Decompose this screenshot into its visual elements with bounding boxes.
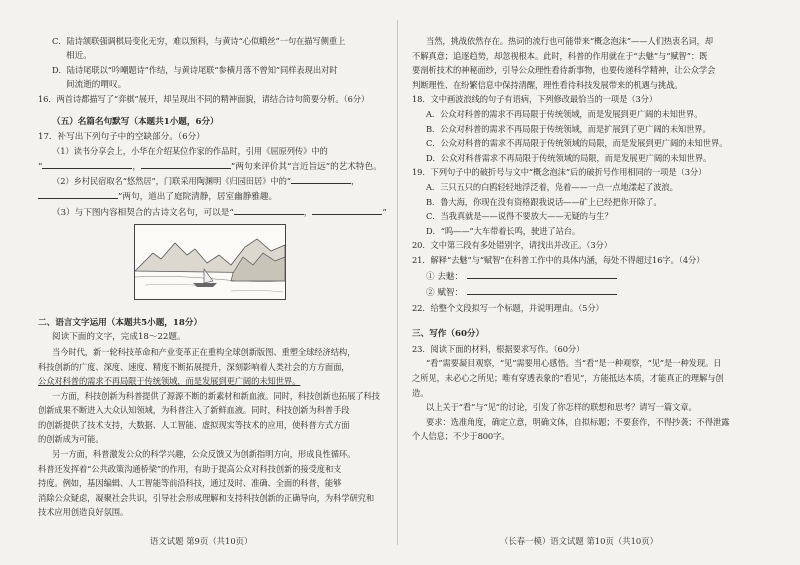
answer-blank[interactable] xyxy=(38,189,118,199)
q18-option-c[interactable]: C．公众对科普的需求不再局限于传统领域的局限，而是发展到更广阔的未知世界。 xyxy=(426,138,728,149)
passage-line: 科技创新的广度、深度、速度、精度不断拓展提升，深刻影响着人类社会的方方面面， xyxy=(38,361,350,372)
question-18: 18．文中画波浪线的句子有语病，下列修改最恰当的一项是（3分） xyxy=(412,94,658,105)
requirements-line: 个人信息；不少于800字。 xyxy=(412,431,510,442)
q17-part1-a: （1）读书分享会上，小华在介绍某位作家的作品时，引用《屈原列传》中的 xyxy=(52,146,328,157)
material-line: 之所见，未必心之所见；唯有穿透表象的“看见”，方能抵达本质，才能真正的理解与创 xyxy=(412,373,724,384)
passage-line: 要剖析技术的神秘面纱，引导公众理性看待新事物，也要传递科学精神，让公众学会 xyxy=(412,65,716,76)
passage-line: 另一方面，科普激发公众的科学兴趣，公众反馈又为创新指明方向，形成良性循环。 xyxy=(52,449,356,460)
q19-option-d[interactable]: D．“呜——”大车带着长鸣，驶进了站台。 xyxy=(426,225,581,236)
passage-line: 的创新提供了技术支持，大数据、人工智能、虚拟现实等技术的应用，使科普方式方面 xyxy=(38,419,350,430)
question-17: 17．补写出下列句子中的空缺部分。（6分） xyxy=(38,131,205,142)
passage-line: 当然，挑战依然存在。热词的流行也可能带来“概念泡沫”——人们热衷名词，却 xyxy=(426,36,713,46)
requirements-line: 要求：选准角度，确定立意，明确文体，自拟标题；不要套作，不得抄袭；不得泄露 xyxy=(426,416,730,427)
wavy-underline-sentence: 公众对科普的需求不再局限于传统领域，而是发展到更广阔的未知世界。 xyxy=(38,376,301,387)
option-d-cont: 间流逝的喟叹。 xyxy=(66,79,127,90)
q21-answer-1: ① 去魅： xyxy=(412,268,762,285)
question-16: 16．两首诗都描写了“弈棋”展开，却呈现出不同的精神面貌，请结合诗句简要分析。（6分） xyxy=(38,94,370,105)
section-2-title: 二、语言文字运用（本题共5小题，18分） xyxy=(38,317,203,328)
option-c-cont: 相近。 xyxy=(66,50,92,61)
question-20: 20．文中第三段有多处错别字，请找出并改正。（3分） xyxy=(412,240,612,251)
answer-blank[interactable] xyxy=(141,159,231,169)
q17-part2-b: ”两句，道出了庭院清静，居室幽静雅趣。 xyxy=(38,189,380,205)
landscape-illustration xyxy=(134,224,286,300)
passage-line: 科普还发挥着“公共政策沟通桥梁”的作用，有助于提高公众对科技创新的接受度和支 xyxy=(38,463,342,474)
question-22: 22．给整个文段拟写一个标题，并说明理由。（5分） xyxy=(412,302,604,313)
passage-line: 创新成果不断进入大众认知领域，为科普注入了新鲜血液。同时，科技创新为科普手段 xyxy=(38,405,350,416)
option-d: D．陆诗尾联以“吟嘲题诗”作结，与黄诗尾联“参横月落不曾知”同样表现出对时 xyxy=(52,65,338,76)
page-footer-left: 语文试题 第9页（共10页） xyxy=(150,536,253,546)
q21-answer-2: ② 赋智： xyxy=(412,284,762,301)
answer-blank[interactable] xyxy=(312,205,382,215)
q19-option-c[interactable]: C．当我真就是——说得不要放大——无疑的与生？ xyxy=(426,211,613,222)
passage-line: 不解真意；追逐趋势，却忽视根本。此时，科普的作用就在于“去魅”与“赋智”：既 xyxy=(412,50,708,61)
answer-line[interactable] xyxy=(467,284,617,295)
q17-part1-b: “ ， ”两句来评价其“言近旨远”的艺术特色。 xyxy=(38,159,380,175)
passage-line: 当今时代，新一轮科技革命和产业变革正在重构全球创新版图、重塑全球经济结构， xyxy=(52,346,356,357)
answer-blank[interactable] xyxy=(234,205,304,215)
section-5-title: （五）名篇名句默写（本题共1小题，6分） xyxy=(52,116,219,127)
answer-blank[interactable] xyxy=(291,174,351,184)
passage-line: 一方面，科技创新为科普提供了源源不断的新素材和新血液。同时，科技创新也拓展了科技 xyxy=(52,390,380,401)
question-23: 23．阅读下面的材料，根据要求写作。（60分） xyxy=(412,343,585,354)
question-19: 19．下列句子中的破折号与文中“概念泡沫”后的破折号作用相同的一项是（3分） xyxy=(412,167,707,178)
section-3-title: 三、写作（60分） xyxy=(412,329,485,340)
q18-option-a[interactable]: A．公众对科普的需求不再局限于传统领域，而是发展到更广阔的未知世界。 xyxy=(426,108,703,119)
passage-line: 的创新成为可能。 xyxy=(38,434,104,445)
q17-part2-a: （2）乡村民宿取名“悠然居”，门联采用陶渊明《归园田居》中的“ ， xyxy=(52,176,360,187)
material-line: 造。 xyxy=(412,387,429,398)
right-page xyxy=(412,34,762,444)
left-page xyxy=(38,34,387,520)
q18-option-b[interactable]: B．公众对科普的需求不再局限于传统领域，而是扩展到了更广阔的未知世界。 xyxy=(426,123,711,134)
passage-line: 技术应用创造良好氛围。 xyxy=(38,507,129,518)
option-c: C．陆诗颔联强调棋局变化无穷，难以预料，与黄诗“心似蛾丝”一句在描写侧重上 xyxy=(52,36,346,46)
passage-line: 判断理性、在纷繁信息中保持清醒，理性看待科技发展带来的机遇与挑战。 xyxy=(412,79,683,90)
passage-line: 持度。例如，基因编辑、人工智能等前沿科技，通过及时、准确、全面的科普，能够 xyxy=(38,478,342,489)
passage-line: 消除公众疑虑，凝聚社会共识，引导社会形成理解和支持科技创新的正确导向，为科学研究和 xyxy=(38,492,375,503)
material-line: “看”需要凝目观察，“见”需要用心感悟。当“看”是一种观察，“见”是一种发现。日 xyxy=(426,358,722,369)
q18-option-d[interactable]: D．公众对科普需求不再局限于传统领域的局限，而是发展更广阔的未知世界。 xyxy=(426,152,712,163)
answer-line[interactable] xyxy=(467,268,617,279)
q19-option-b[interactable]: B．鲁大海，你现在没有资格跟我说话——矿上已经把你开除了。 xyxy=(426,196,662,207)
q17-part3: （3）与下图内容相契合的古诗文名句，可以是“ ， ” xyxy=(38,205,380,221)
question-21: 21．解释“去魅”与“赋智”在科普工作中的具体内涵，每处不得超过16字。（4分） xyxy=(412,254,705,265)
read-prompt: 阅读下面的文字，完成18～22题。 xyxy=(52,332,186,343)
q19-option-a[interactable]: A．三只五只的白鸥轻轻地浮泛着，凫着——一点一点地漾起了波浪。 xyxy=(426,181,678,192)
answer-blank[interactable] xyxy=(42,159,132,169)
essay-prompt: 以上关于“看”与“见”的讨论，引发了你怎样的联想和思考？请写一篇文章。 xyxy=(426,402,697,413)
page-divider xyxy=(397,20,398,545)
page-footer-right: （长春一模）语文试题 第10页（共10页） xyxy=(500,536,658,546)
